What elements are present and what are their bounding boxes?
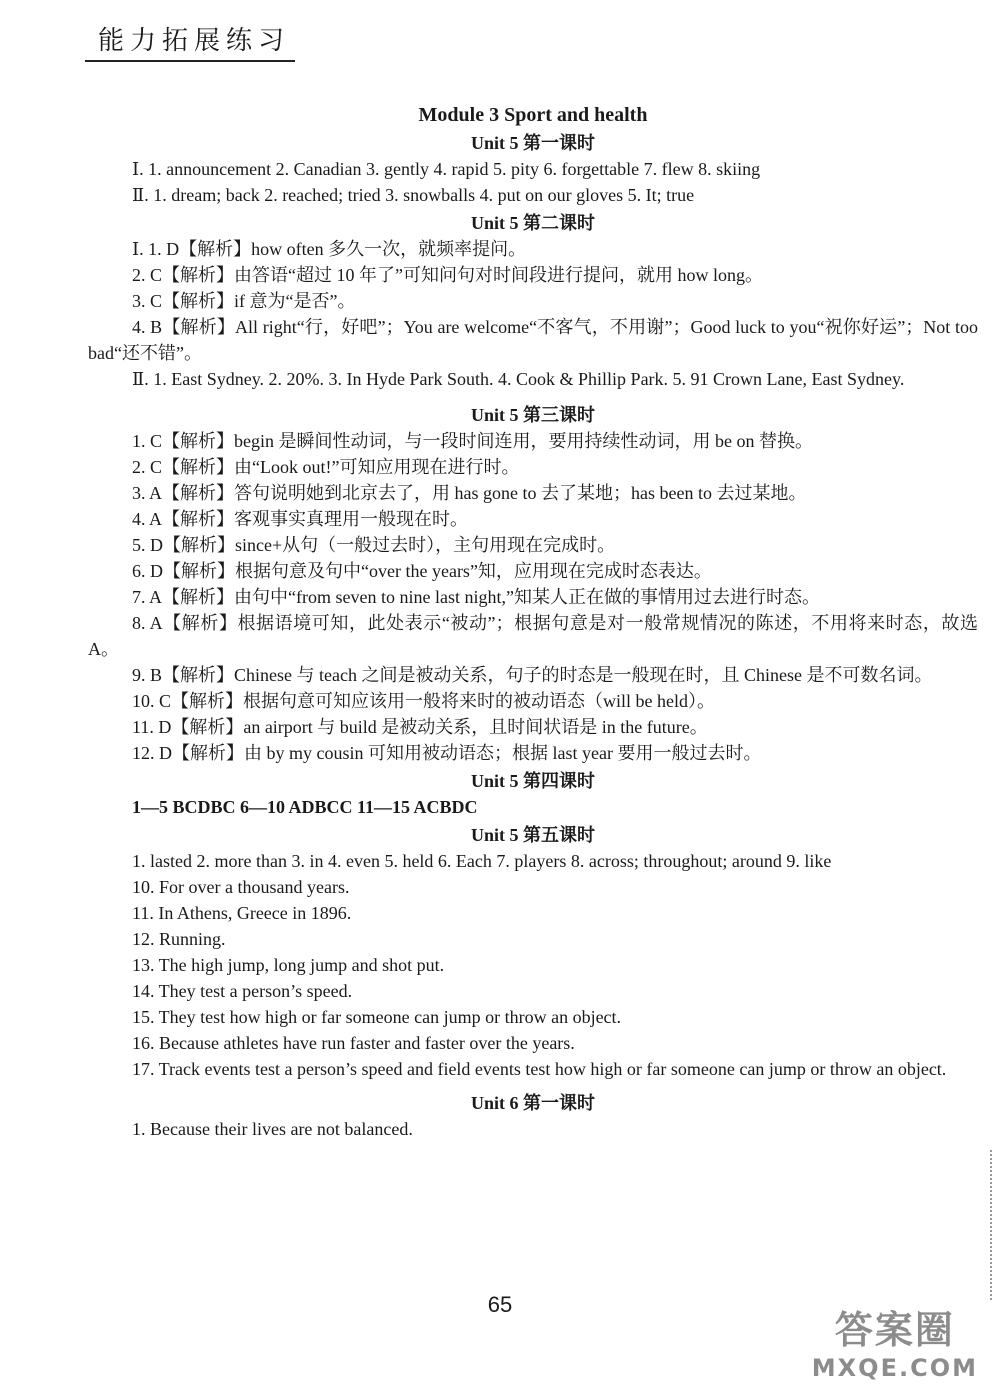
- section-heading-unit5-lesson2: Unit 5 第二课时: [470, 213, 595, 233]
- running-header: 能力拓展练习: [98, 26, 291, 56]
- binding-edge-dots: [990, 1150, 992, 1300]
- watermark-domain: MXQE.COM: [811, 1354, 978, 1382]
- answer-item: 3. A【解析】答句说明她到北京去了，用 has gone to 去了某地；has been to 去过某地。: [132, 483, 807, 503]
- module-title: Module 3 Sport and health: [418, 104, 648, 126]
- answer-item: 6. D【解析】根据句意及句中“over the years”知，应用现在完成时态表达。: [132, 561, 712, 581]
- section-heading-unit5-lesson3: Unit 5 第三课时: [470, 405, 595, 425]
- answer-item: 13. The high jump, long jump and shot put.: [132, 955, 445, 975]
- section-heading-unit5-lesson1: Unit 5 第一课时: [470, 133, 595, 153]
- answer-item: 4. B【解析】All right“行，好吧”；You are welcome“不客气，不用谢”；Good luck to you“祝你好运”；Not too bad“还不错”。: [88, 317, 978, 363]
- answer-item: 11. D【解析】an airport 与 build 是被动关系，且时间状语是 in the future。: [132, 717, 708, 737]
- answer-item: 1. C【解析】begin 是瞬间性动词，与一段时间连用，要用持续性动词，用 be on 替换。: [132, 431, 813, 451]
- header-rule: [85, 60, 295, 62]
- page-number: 65: [487, 1292, 513, 1317]
- answer-item: 14. They test a person’s speed.: [132, 981, 353, 1001]
- answer-item: 7. A【解析】由句中“from seven to nine last night,”知某人正在做的事情用过去进行时态。: [132, 587, 820, 607]
- section-heading-unit5-lesson5: Unit 5 第五课时: [470, 825, 595, 845]
- answer-line: 1. lasted 2. more than 3. in 4. even 5. held 6. Each 7. players 8. across; throughout; around 9. like: [132, 851, 832, 871]
- answer-item: 9. B【解析】Chinese 与 teach 之间是被动关系，句子的时态是一般现在时，且 Chinese 是不可数名词。: [132, 665, 933, 685]
- answer-item: 12. D【解析】由 by my cousin 可知用被动语态；根据 last year 要用一般过去时。: [132, 743, 762, 763]
- answer-content: [88, 102, 978, 1142]
- answer-item: Ⅱ. 1. East Sydney. 2. 20%. 3. In Hyde Park South. 4. Cook & Phillip Park. 5. 91 Crown Lane, East Sydney.: [132, 369, 905, 389]
- answer-item: 15. They test how high or far someone can jump or throw an object.: [132, 1007, 622, 1027]
- answer-item: 2. C【解析】由答语“超过 10 年了”可知问句对时间段进行提问，就用 how long。: [132, 265, 763, 285]
- section-heading-unit6-lesson1: Unit 6 第一课时: [470, 1093, 595, 1113]
- watermark-logo-text: 答案圈: [834, 1308, 955, 1352]
- answer-item: 2. C【解析】由“Look out!”可知应用现在进行时。: [132, 457, 520, 477]
- answer-item: 8. A【解析】根据语境可知，此处表示“被动”；根据句意是对一般常规情况的陈述，不用将来时态，故选 A。: [88, 613, 978, 659]
- answer-line: Ⅰ. 1. announcement 2. Canadian 3. gently 4. rapid 5. pity 6. forgettable 7. flew 8. skiing: [132, 159, 761, 179]
- watermark: [812, 1299, 978, 1382]
- answer-item: 17. Track events test a person’s speed and field events test how high or far someone can jump or throw an object.: [132, 1059, 947, 1079]
- answer-item: Ⅰ. 1. D【解析】how often 多久一次，就频率提问。: [132, 239, 527, 259]
- answer-item: 10. For over a thousand years.: [132, 877, 350, 897]
- answer-item: 10. C【解析】根据句意可知应该用一般将来时的被动语态（will be held）。: [132, 691, 715, 711]
- answer-line: 1—5 BCDBC 6—10 ADBCC 11—15 ACBDC: [132, 797, 478, 817]
- answer-item: 5. D【解析】since+从句（一般过去时），主句用现在完成时。: [132, 535, 616, 555]
- answer-item: 3. C【解析】if 意为“是否”。: [132, 291, 356, 311]
- answer-item: 12. Running.: [132, 929, 226, 949]
- answer-item: 11. In Athens, Greece in 1896.: [132, 903, 352, 923]
- answer-item: 16. Because athletes have run faster and faster over the years.: [132, 1033, 575, 1053]
- section-heading-unit5-lesson4: Unit 5 第四课时: [470, 771, 595, 791]
- answer-line: Ⅱ. 1. dream; back 2. reached; tried 3. snowballs 4. put on our gloves 5. It; true: [132, 185, 695, 205]
- answer-item: 1. Because their lives are not balanced.: [132, 1119, 413, 1139]
- answer-item: 4. A【解析】客观事实真理用一般现在时。: [132, 509, 469, 529]
